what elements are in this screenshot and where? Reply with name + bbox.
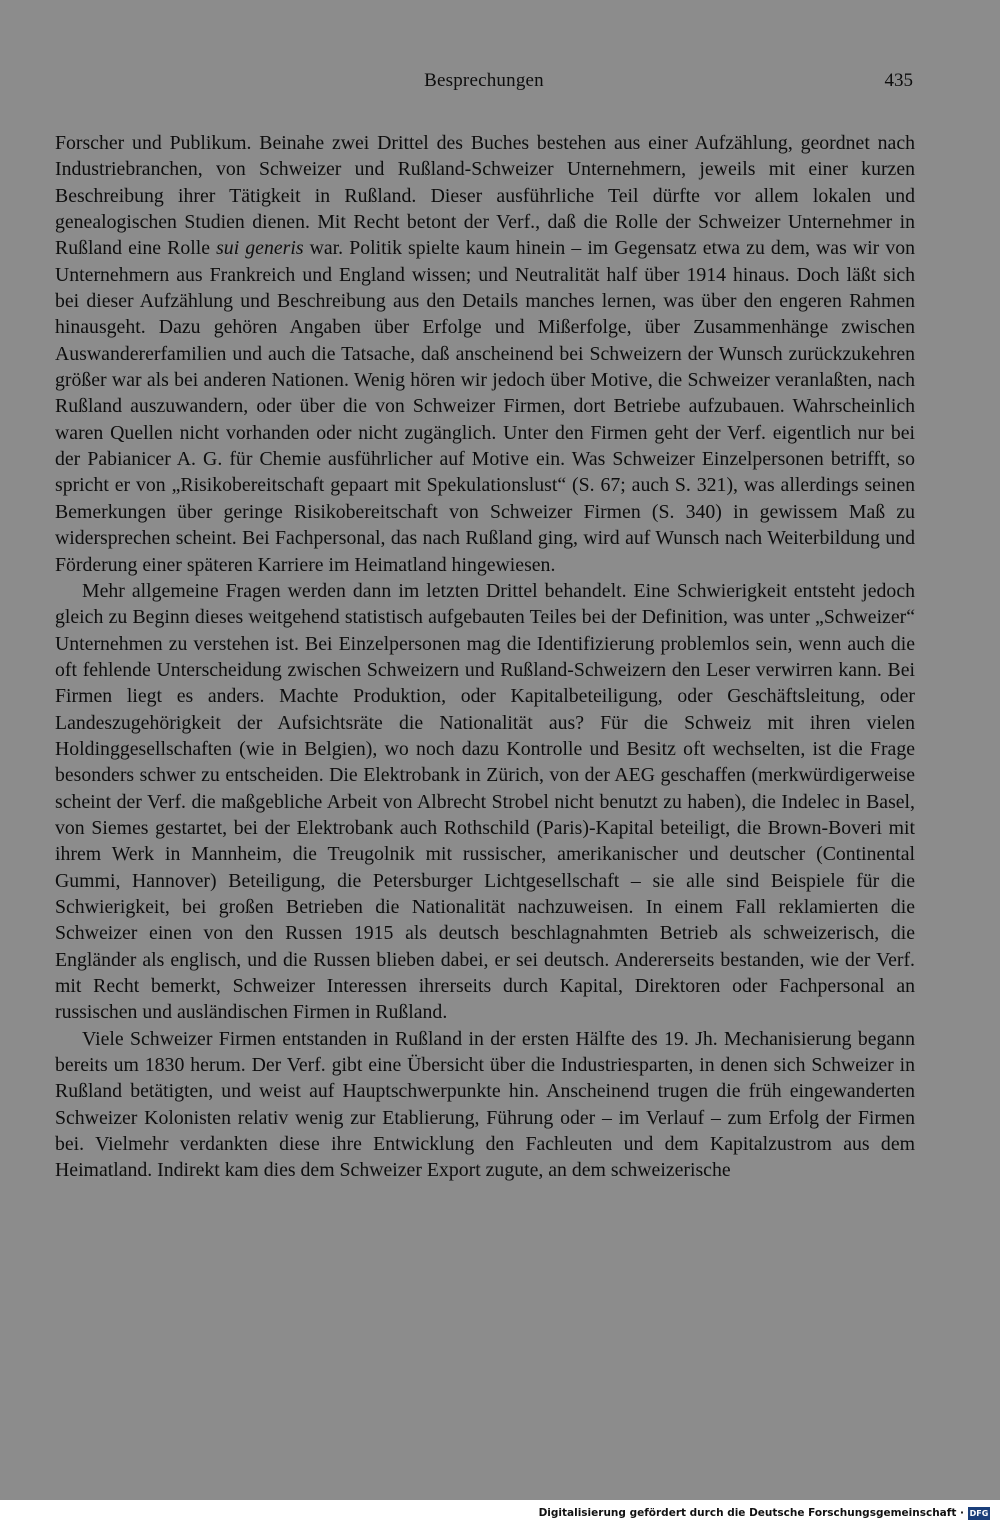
paragraph-2 — [55, 578, 915, 1026]
text-run: Viele Schweizer Firmen entstanden in Rußland in der ersten Hälfte des 19. Jh. Mechanisierung begann bereits um 1830 herum. Der Verf. gibt eine Übersicht über die Industriesparten, in denen sich Schweizer in Rußland betätigten, und weist auf Hauptschwerpunkte hin. Anscheinend trugen die früh eingewanderten Schweizer Kolonisten relativ wenig zur Etablierung, Führung oder – im Verlauf – zum Erfolg der Firmen bei. Vielmehr verdankten diese ihre Entwicklung den Fachleuten und dem Kapitalzustrom aus dem Heimatland. Indirekt kam dies dem Schweizer Export zugute, an dem schweizerische — [55, 1027, 915, 1182]
text-run: war. Politik spielte kaum hinein – im Gegensatz etwa zu dem, was wir von Unternehmern aus Frankreich und England wissen; und Neutralität half über 1914 hinaus. Doch läßt sich bei dieser Aufzählung und Beschreibung aus den Details manches lernen, was über den engeren Rahmen hinausgeht. Dazu gehören Angaben über Erfolge und Mißerfolge, über Zusammenhänge zwischen Auswandererfamilien und auch die Tatsache, daß anscheinend bei Schweizern der Wunsch zurückzukehren größer war als bei anderen Nationen. Wenig hören wir jedoch über Motive, die Schweizer veranlaßten, nach Rußland auszuwandern, oder über die von Schweizer Firmen, dort Betriebe aufzubauen. Wahrscheinlich waren Quellen nicht vorhanden oder nicht zugänglich. Unter den Firmen geht der Verf. eigentlich nur bei der Pabianicer A. G. für Chemie ausführlicher auf Motive ein. Was Schweizer Einzelpersonen betrifft, so spricht er von „Risikobereitschaft gepaart mit Spekulationslust“ (S. 67; auch S. 321), was allerdings seinen Bemerkungen über geringe Risikobereitschaft von Schweizer Firmen (S. 340) in gewissem Maß zu widersprechen scheint. Bei Fachpersonal, das nach Rußland ging, wird auf Wunsch nach Weiterbildung und Förderung einer späteren Karriere im Heimatland hingewiesen. — [55, 237, 916, 576]
text-run-italic: sui generis — [216, 237, 304, 260]
paragraph-1 — [55, 130, 915, 578]
text-run: Forscher und Publikum. Beinahe zwei Drittel des Buches bestehen aus einer Aufzählung, geordnet nach Industriebranchen, von Schweizer und Rußland-Schweizer Unternehmern, jeweils mit einer kurzen Beschreibung ihrer Tätigkeit in Rußland. Dieser ausführliche Teil dürfte vor allem lokalen und genealogischen Studien dienen. Mit Recht betont der Verf., daß die Rolle der Schweizer Unternehmer in Rußland eine Rolle — [55, 132, 915, 260]
dfg-logo: DFG — [969, 1509, 989, 1518]
body-text — [55, 130, 915, 1184]
paragraph-3 — [55, 1026, 915, 1184]
running-title: Besprechungen — [424, 70, 544, 91]
text-run: Mehr allgemeine Fragen werden dann im letzten Drittel behandelt. Eine Schwierigkeit entsteht jedoch gleich zu Beginn dieses weitgehend statistisch aufgebauten Teiles bei der Definition, was unter „Schweizer“ Unternehmen zu verstehen ist. Bei Einzelpersonen mag die Identifizierung problemlos sein, wenn auch die oft fehlende Unterscheidung zwischen Schweizern und Rußland-Schweizern den Leser verwirren kann. Bei Firmen liegt es anders. Machte Produktion, oder Kapitalbeteiligung, oder Geschäftsleitung, oder Landeszugehörigkeit der Aufsichtsräte die Nationalität aus? Für die Schweiz mit ihren vielen Holdinggesellschaften (wie in Belgien), wo noch dazu Kontrolle und Besitz oft wechselten, ist die Frage besonders schwer zu entscheiden. Die Elektrobank in Zürich, von der AEG geschaffen (merkwürdigerweise scheint der Verf. die maßgebliche Arbeit von Albrecht Strobel nicht benutzt zu haben), die Indelec in Basel, von Siemes gestartet, bei der Elektrobank auch Rothschild (Paris)-Kapital beteiligt, die Brown-Boveri mit ihrem Werk in Mannheim, die Treugolnik mit russischer, amerikanischer und deutscher (Continental Gummi, Hannover) Beteiligung, die Petersburger Lichtgesellschaft – sie alle sind Beispiele für die Schwierigkeit, bei großen Betrieben die Nationalität nachzuweisen. In einem Fall reklamierten die Schweizer einen von den Russen 1915 als deutsch beschlagnahmten Betrieb als schweizerisch, die Engländer als englisch, und die Russen blieben dabei, er sei deutsch. Andererseits bestanden, wie der Verf. mit Recht bemerkt, Schweizer Interessen ihrerseits durch Kapital, Direktoren oder Fachpersonal an russischen und ausländischen Firmen in Rußland. — [55, 579, 915, 1024]
running-head — [55, 70, 913, 94]
footer-bar — [0, 1500, 1000, 1527]
footer-credit: Digitalisierung gefördert durch die Deutsche Forschungsgemeinschaft · — [538, 1507, 964, 1519]
page-number: 435 — [884, 70, 913, 91]
